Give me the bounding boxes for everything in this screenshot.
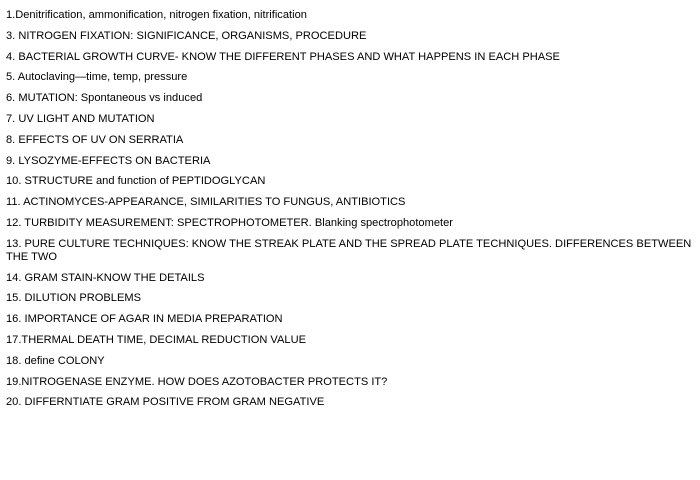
topic-item-14: 14. GRAM STAIN-KNOW THE DETAILS <box>6 271 205 284</box>
topic-item-18: 18. define COLONY <box>6 354 105 367</box>
topic-item-9: 9. LYSOZYME-EFFECTS ON BACTERIA <box>6 154 211 167</box>
topic-item-12: 12. TURBIDITY MEASUREMENT: SPECTROPHOTOMETER. Blanking spectrophotometer <box>6 216 453 229</box>
topic-item-4: 4. BACTERIAL GROWTH CURVE- KNOW THE DIFFERENT PHASES AND WHAT HAPPENS IN EACH PHASE <box>6 50 560 63</box>
topic-item-13: 13. PURE CULTURE TECHNIQUES: KNOW THE STREAK PLATE AND THE SPREAD PLATE TECHNIQUES. DIFFERENCES BETWEEN THE TWO <box>6 237 692 263</box>
topic-item-17: 17.THERMAL DEATH TIME, DECIMAL REDUCTION VALUE <box>6 333 306 346</box>
topic-item-7: 7. UV LIGHT AND MUTATION <box>6 112 155 125</box>
topic-item-8: 8. EFFECTS OF UV ON SERRATIA <box>6 133 184 146</box>
topic-item-20: 20. DIFFERNTIATE GRAM POSITIVE FROM GRAM NEGATIVE <box>6 396 325 409</box>
topic-item-11: 11. ACTINOMYCES-APPEARANCE, SIMILARITIES TO FUNGUS, ANTIBIOTICS <box>6 196 406 209</box>
topic-item-16: 16. IMPORTANCE OF AGAR IN MEDIA PREPARATION <box>6 313 283 326</box>
topic-list <box>6 9 696 409</box>
topic-item-3: 3. NITROGEN FIXATION: SIGNIFICANCE, ORGANISMS, PROCEDURE <box>6 29 367 42</box>
topic-item-15: 15. DILUTION PROBLEMS <box>6 292 142 305</box>
topic-item-6: 6. MUTATION: Spontaneous vs induced <box>6 92 203 105</box>
topic-item-10: 10. STRUCTURE and function of PEPTIDOGLYCAN <box>6 175 266 188</box>
topic-item-1: 1.Denitrification, ammonification, nitrogen fixation, nitrification <box>6 9 307 21</box>
topic-item-5: 5. Autoclaving—time, temp, pressure <box>6 71 188 84</box>
topic-item-19: 19.NITROGENASE ENZYME. HOW DOES AZOTOBACTER PROTECTS IT? <box>6 375 388 388</box>
